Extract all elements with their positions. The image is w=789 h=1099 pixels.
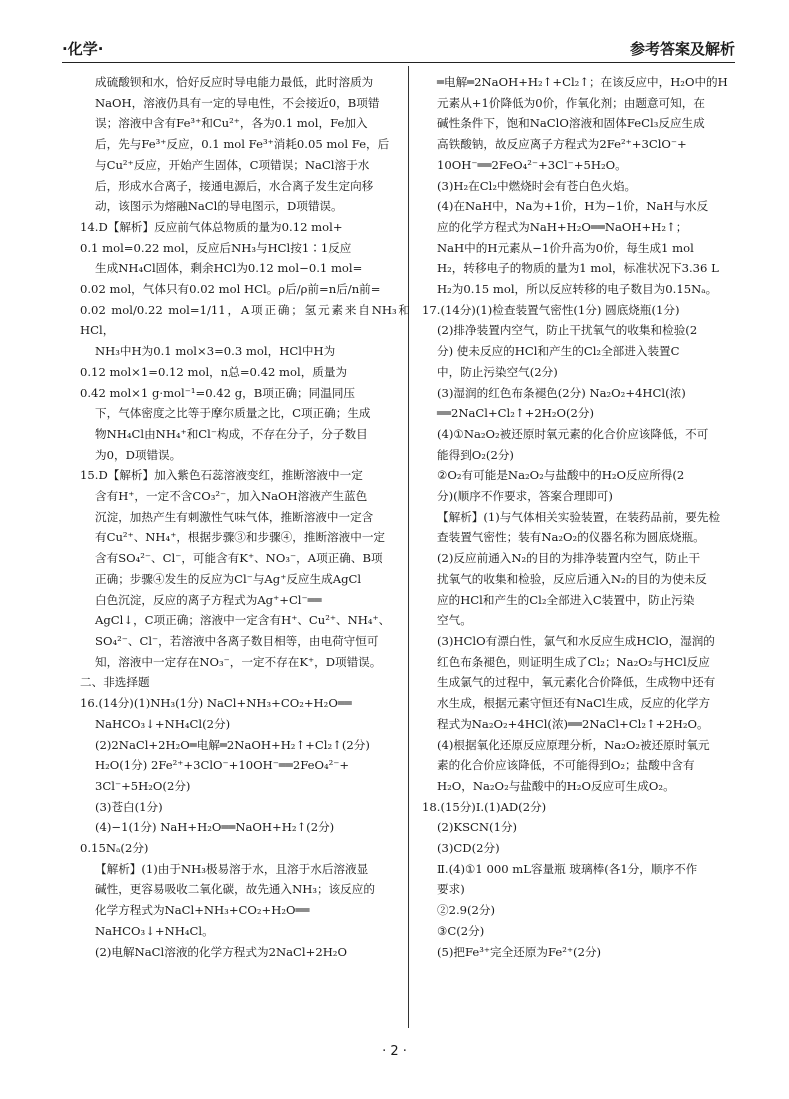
text-line: 下，气体密度之比等于摩尔质量之比，C项正确；生成	[95, 406, 371, 421]
text-line: ③C(2分)	[437, 923, 485, 938]
text-line: H₂为0.15 mol，所以反应转移的电子数目为0.15Nₐ。	[437, 282, 718, 297]
text-line: 二、非选择题	[80, 675, 150, 690]
text-line: 0.02 mol/0.22 mol=1/11，A项正确；氢元素来自NH₃和HCl，	[80, 302, 410, 338]
text-line: 18.(15分)Ⅰ.(1)AD(2分)	[422, 799, 547, 814]
text-line: AgCl↓，C项正确；溶液中一定含有H⁺、Cu²⁺、NH₄⁺、	[95, 613, 391, 628]
text-line: 扰氧气的收集和检验，反应后通入N₂的目的为使未反	[437, 571, 707, 586]
text-line: 10OH⁻══2FeO₄²⁻+3Cl⁻+5H₂O。	[437, 157, 627, 172]
page-header	[62, 38, 735, 63]
text-line: 要求)	[437, 882, 465, 897]
text-line: 【解析】(1)由于NH₃极易溶于水，且溶于水后溶液显	[95, 861, 369, 876]
subject-label: ·化学·	[62, 40, 104, 58]
text-line: 与Cu²⁺反应，开始产生固体，C项错误；NaCl溶于水	[95, 157, 370, 172]
text-line: (3)湿润的红色布条褪色(2分) Na₂O₂+4HCl(浓)	[437, 385, 686, 400]
text-line: (2)电解NaCl溶液的化学方程式为2NaCl+2H₂O	[95, 944, 347, 959]
text-line: 生成NH₄Cl固体，剩余HCl为0.12 mol−0.1 mol=	[95, 261, 363, 276]
text-line: (2)排净装置内空气，防止干扰氧气的收集和检验(2	[437, 323, 698, 338]
text-line: 化学方程式为NaCl+NH₃+CO₂+H₂O══	[95, 903, 310, 918]
text-line: 水生成，根据元素守恒还有NaCl生成，反应的化学方	[437, 696, 711, 711]
text-line: 0.42 mol×1 g·mol⁻¹=0.42 g，B项正确；同温同压	[80, 385, 356, 400]
text-line: (2)反应前通入N₂的目的为排净装置内空气，防止干	[437, 551, 701, 566]
text-line: (2)KSCN(1分)	[437, 820, 518, 835]
text-line: 分)(顺序不作要求，答案合理即可)	[437, 489, 613, 504]
right-column	[422, 72, 757, 962]
text-line: 红色布条褪色，则证明生成了Cl₂；Na₂O₂与HCl反应	[437, 654, 710, 669]
text-line: (3)HClO有漂白性，氯气和水反应生成HClO，湿润的	[437, 633, 715, 648]
text-line: ②2.9(2分)	[437, 903, 496, 918]
text-line: ══2NaCl+Cl₂↑+2H₂O(2分)	[437, 406, 594, 421]
text-line: 0.02 mol，气体只有0.02 mol HCl。ρ后/ρ前=n后/n前=	[80, 282, 381, 297]
text-line: NaHCO₃↓+NH₄Cl。	[95, 923, 214, 938]
left-column	[80, 72, 410, 962]
text-line: 查装置气密性；装有Na₂O₂的仪器名称为圆底烧瓶。	[437, 530, 705, 545]
text-line: 3Cl⁻+5H₂O(2分)	[95, 778, 191, 793]
text-line: Ⅱ.(4)①1 000 mL容量瓶 玻璃棒(各1分，顺序不作	[437, 861, 698, 876]
text-line: 元素从+1价降低为0价，作氧化剂；由题意可知，在	[437, 95, 705, 110]
text-line: 误；溶液中含有Fe³⁺和Cu²⁺，各为0.1 mol，Fe加入	[95, 116, 368, 131]
text-line: (4)根据氧化还原反应原理分析，Na₂O₂被还原时氧元	[437, 737, 710, 752]
text-line: 素的化合价应该降低，不可能得到O₂；盐酸中含有	[437, 758, 695, 773]
text-line: NaOH，溶液仍具有一定的导电性，不会接近0，B项错	[95, 95, 380, 110]
text-line: 含有SO₄²⁻、Cl⁻，可能含有K⁺、NO₃⁻，A项正确、B项	[95, 551, 383, 566]
text-line: ②O₂有可能是Na₂O₂与盐酸中的H₂O反应所得(2	[437, 468, 685, 483]
text-line: ═电解═2NaOH+H₂↑+Cl₂↑；在该反应中，H₂O中的H	[437, 75, 728, 89]
text-line: 碱性条件下，饱和NaClO溶液和固体FeCl₃反应生成	[437, 116, 705, 131]
text-line: 有Cu²⁺、NH₄⁺，根据步骤③和步骤④，推断溶液中一定	[95, 530, 386, 545]
text-line: 14.D【解析】反应前气体总物质的量为0.12 mol+	[80, 219, 343, 234]
text-line: 0.12 mol×1=0.12 mol，n总=0.42 mol，质量为	[80, 364, 348, 379]
text-line: 16.(14分)(1)NH₃(1分) NaCl+NH₃+CO₂+H₂O══	[80, 696, 352, 711]
page-number: · 2 ·	[382, 1044, 407, 1059]
text-line: 应的HCl和产生的Cl₂全部进入C装置中，防止污染	[437, 592, 695, 607]
text-line: 成硫酸钡和水，恰好反应时导电能力最低，此时溶质为	[95, 75, 374, 89]
section-label: 参考答案及解析	[629, 40, 735, 58]
text-line: (3)CD(2分)	[437, 841, 500, 856]
text-line: 动，该图示为熔融NaCl的导电图示，D项错误。	[95, 199, 343, 214]
text-line: 能得到O₂(2分)	[437, 447, 514, 462]
text-line: NaH中的H元素从−1价升高为0价，每生成1 mol	[437, 240, 694, 255]
text-line: H₂O(1分) 2Fe²⁺+3ClO⁻+10OH⁻══2FeO₄²⁻+	[95, 758, 350, 773]
text-line: 白色沉淀，反应的离子方程式为Ag⁺+Cl⁻══	[95, 592, 322, 607]
text-line: 0.1 mol=0.22 mol，反应后NH₃与HCl按1∶1反应	[80, 240, 352, 255]
text-line: 【解析】(1)与气体相关实验装置，在装药品前，要先检	[437, 509, 721, 524]
text-line: 物NH₄Cl由NH₄⁺和Cl⁻构成，不存在分子，分子数目	[95, 426, 368, 441]
text-line: (4)−1(1分) NaH+H₂O══NaOH+H₂↑(2分)	[95, 820, 335, 835]
text-line: (5)把Fe³⁺完全还原为Fe²⁺(2分)	[437, 944, 602, 959]
text-line: NaHCO₃↓+NH₄Cl(2分)	[95, 716, 231, 731]
text-line: H₂，转移电子的物质的量为1 mol，标准状况下3.36 L	[437, 261, 719, 276]
text-line: 0.15Nₐ(2分)	[80, 841, 149, 856]
text-line: (3)H₂在Cl₂中燃烧时会有苍白色火焰。	[437, 178, 637, 193]
text-line: 15.D【解析】加入紫色石蕊溶液变红，推断溶液中一定	[80, 468, 363, 483]
text-line: NH₃中H为0.1 mol×3=0.3 mol，HCl中H为	[95, 344, 336, 359]
text-line: 正确；步骤④发生的反应为Cl⁻与Ag⁺反应生成AgCl	[95, 571, 362, 586]
text-line: 程式为Na₂O₂+4HCl(浓)══2NaCl+Cl₂↑+2H₂O。	[437, 716, 709, 731]
text-line: 分) 使未反应的HCl和产生的Cl₂全部进入装置C	[437, 344, 680, 359]
text-line: 高铁酸钠，故反应离子方程式为2Fe²⁺+3ClO⁻+	[437, 137, 687, 152]
text-line: 中，防止污染空气(2分)	[437, 364, 558, 379]
text-line: 沉淀，加热产生有刺激性气味气体，推断溶液中一定含	[95, 509, 374, 524]
text-line: 生成氯气的过程中，氧元素化合价降低，生成物中还有	[437, 675, 716, 690]
text-line: 为0，D项错误。	[95, 447, 182, 462]
text-line: 空气。	[437, 613, 472, 628]
text-line: 应的化学方程式为NaH+H₂O══NaOH+H₂↑；	[437, 219, 688, 234]
text-line: H₂O，Na₂O₂与盐酸中的H₂O反应可生成O₂。	[437, 778, 675, 793]
text-line: 17.(14分)(1)检查装置气密性(1分) 圆底烧瓶(1分)	[422, 302, 680, 317]
text-line: (2)2NaCl+2H₂O═电解═2NaOH+H₂↑+Cl₂↑(2分)	[95, 737, 370, 752]
text-line: 后，形成水合离子，接通电源后，水合离子发生定向移	[95, 178, 374, 193]
text-line: (3)苍白(1分)	[95, 799, 163, 814]
text-line: (4)在NaH中，Na为+1价，H为−1价，NaH与水反	[437, 199, 709, 214]
text-line: (4)①Na₂O₂被还原时氧元素的化合价应该降低，不可	[437, 426, 709, 441]
text-line: 碱性，更容易吸收二氧化碳，故先通入NH₃；该反应的	[95, 882, 375, 897]
text-line: 知，溶液中一定存在NO₃⁻，一定不存在K⁺，D项错误。	[95, 654, 382, 669]
text-line: SO₄²⁻、Cl⁻，若溶液中各离子数目相等，由电荷守恒可	[95, 633, 379, 648]
text-line: 含有H⁺，一定不含CO₃²⁻，加入NaOH溶液产生蓝色	[95, 489, 368, 504]
text-line: 后，先与Fe³⁺反应，0.1 mol Fe³⁺消耗0.05 mol Fe，后	[95, 137, 390, 152]
